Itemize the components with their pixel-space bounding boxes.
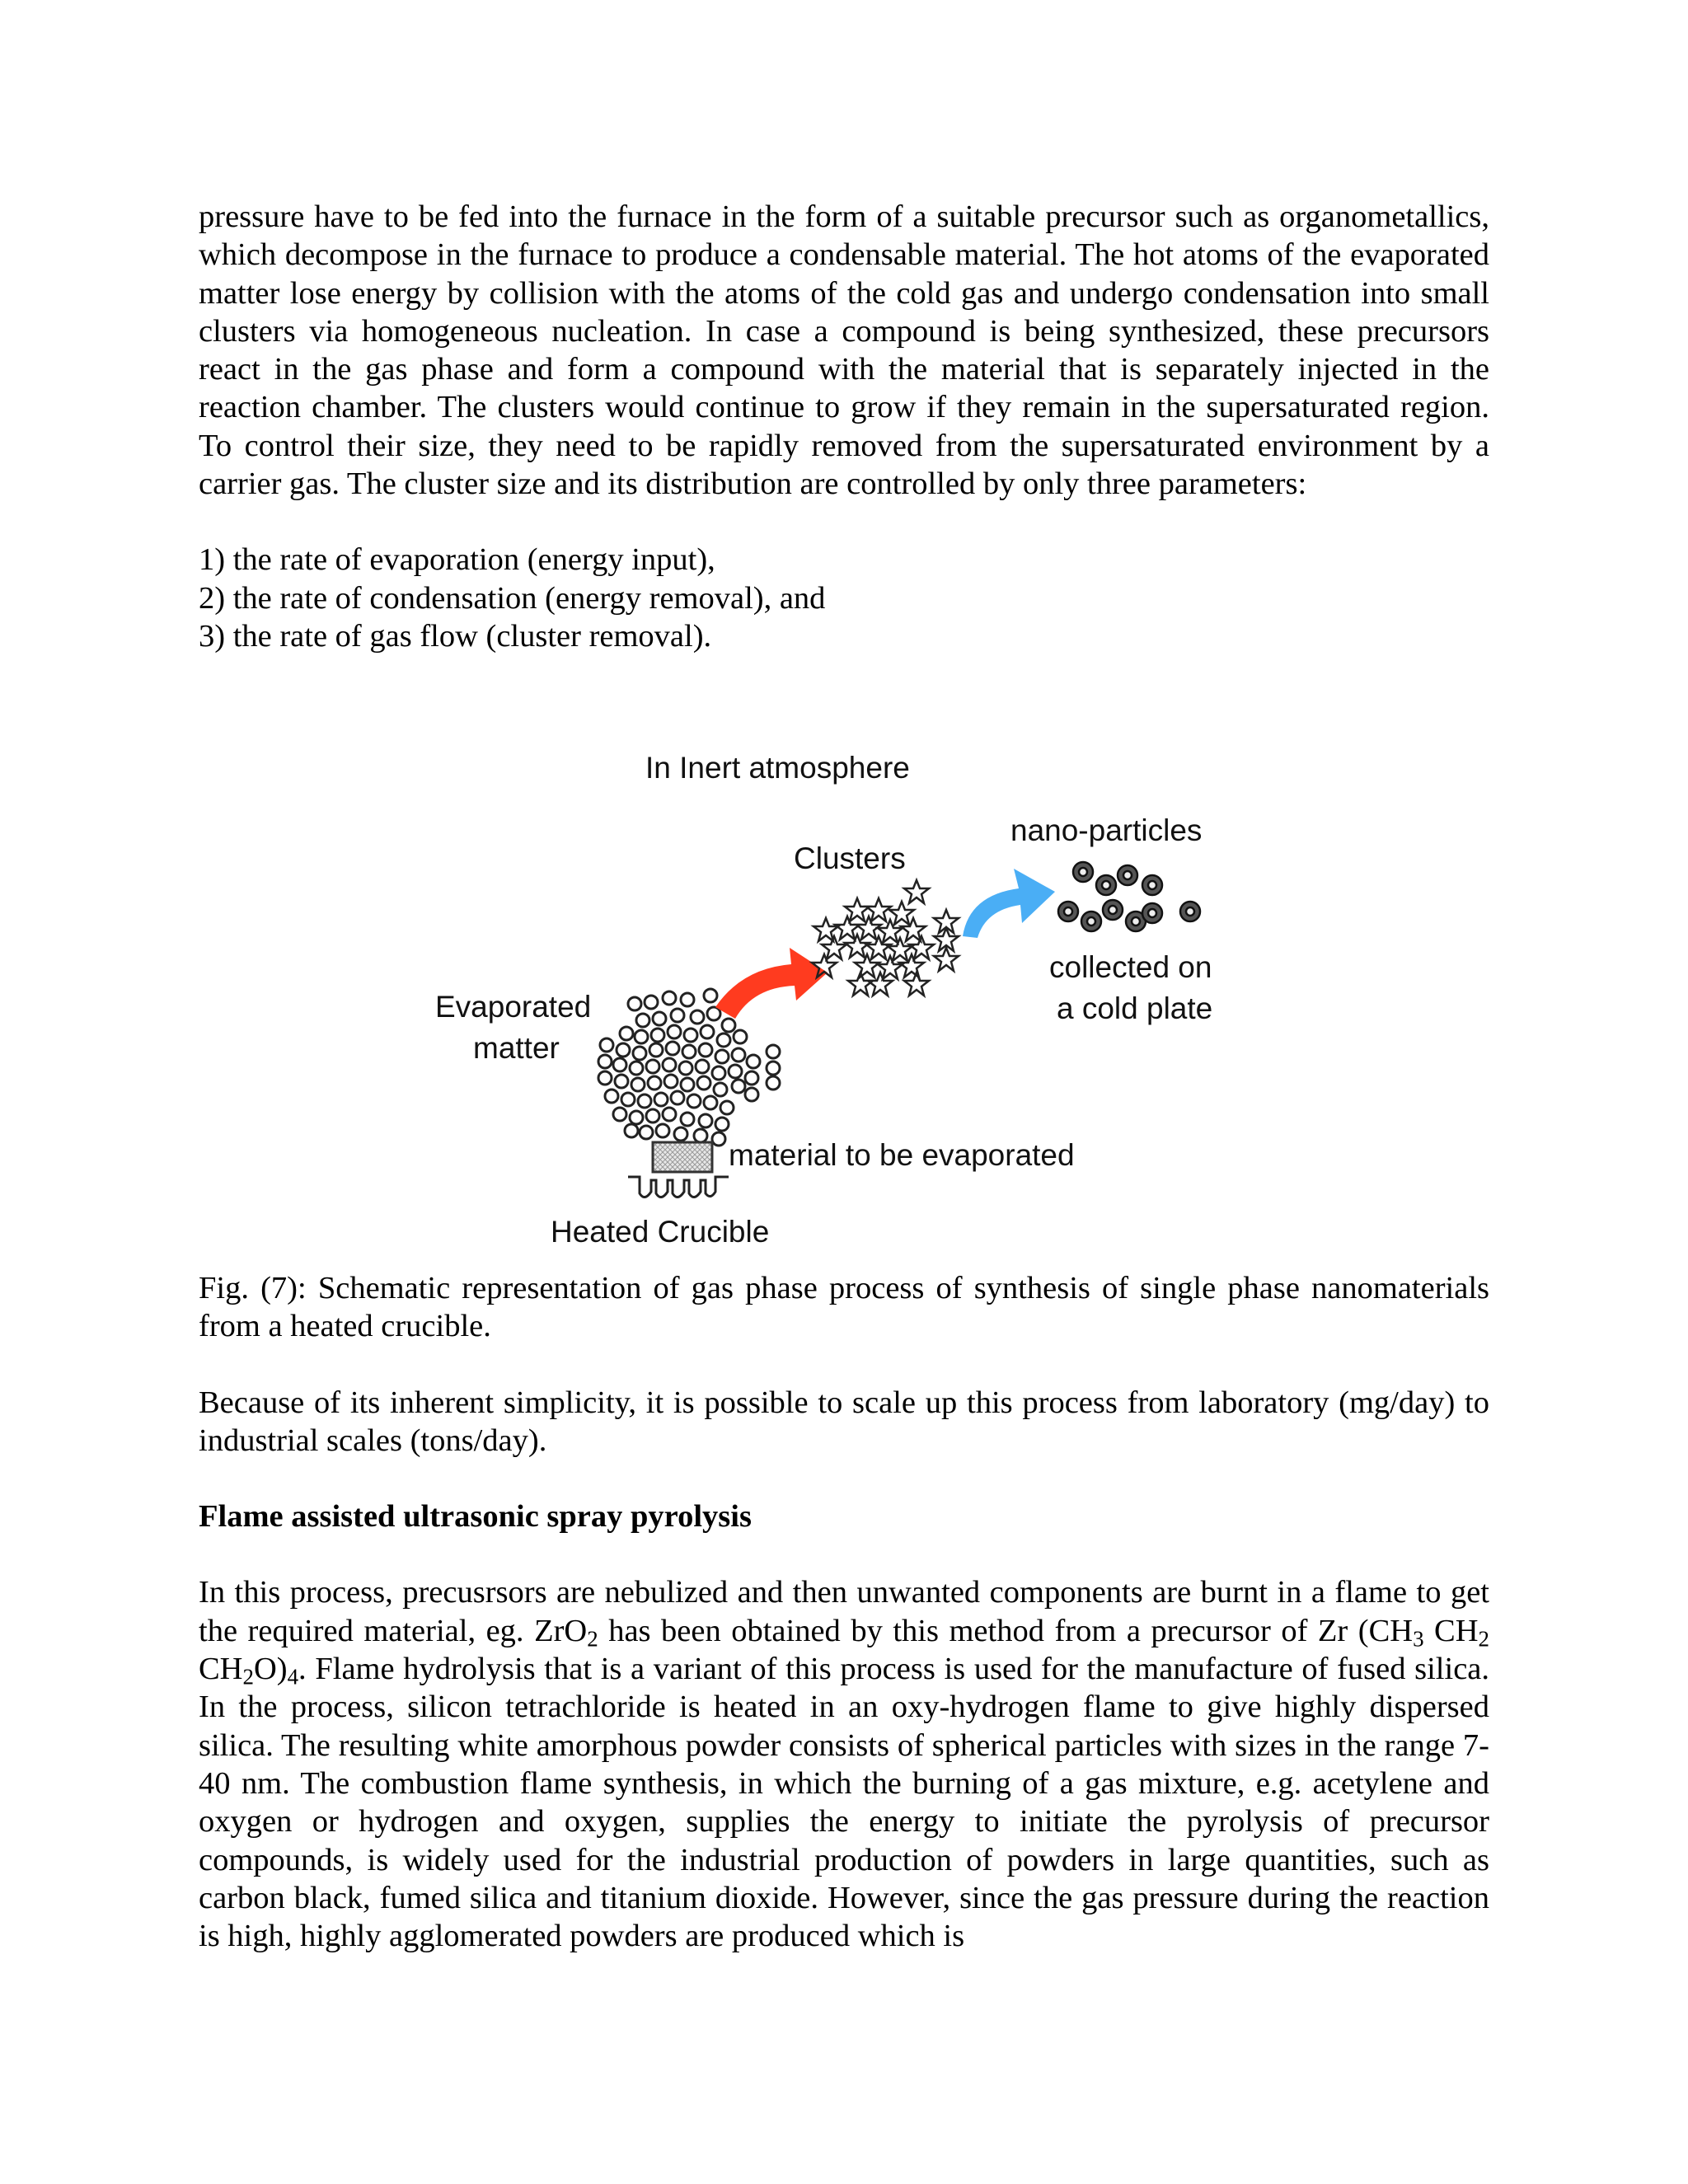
label-collected-line1: collected on [1049, 950, 1212, 984]
label-material: material to be evaporated [729, 1138, 1075, 1172]
label-clusters: Clusters [794, 841, 906, 875]
list-item: 1) the rate of evaporation (energy input), [199, 542, 715, 578]
paragraph-gas-phase: pressure have to be fed into the furnace in the form of a suitable precursor such as organometallics, which decompose in the furnace to produce a condensable material. The hot atoms of the evaporated matter lose energy by collision with the atoms of the cold gas and undergo condensation into small clusters via homogeneous nucleation. In case a compound is being synthesized, these precursors react in the gas phase and form a compound with the material that is separately injected in the reaction chamber. The clusters would continue to grow if they remain in the supersaturated region. To control their size, they need to be rapidly removed from the supersaturated environment by a carrier gas. The cluster size and its distribution are controlled by only three parameters: [199, 199, 1489, 502]
list-item: 2) the rate of condensation (energy removal), and [199, 580, 826, 616]
section-heading: Flame assisted ultrasonic spray pyrolysis [199, 1499, 752, 1535]
figure-title: In Inert atmosphere [645, 751, 910, 785]
red-arrow-icon [715, 948, 828, 1019]
label-nano-particles: nano-particles [1010, 813, 1203, 847]
label-evaporated-line2: matter [473, 1031, 560, 1065]
crucible-material [653, 1142, 712, 1172]
figure-caption: Fig. (7): Schematic representation of gas phase process of synthesis of single phase nanomaterials from a heated crucible. [199, 1271, 1489, 1344]
heating-coil-icon [628, 1177, 729, 1197]
evaporated-matter-particles [598, 989, 780, 1146]
blue-arrow-icon [963, 869, 1055, 938]
cluster-stars [812, 880, 959, 996]
label-heated-crucible: Heated Crucible [551, 1215, 770, 1249]
list-item: 3) the rate of gas flow (cluster removal). [199, 618, 712, 654]
label-collected-line2: a cold plate [1057, 991, 1213, 1025]
paragraph-flame-pyrolysis: In this process, precusrsors are nebulized and then unwanted components are burnt in a flame to get the required material, eg. ZrO$_2$ has been obtained by this method from a precursor of Zr ($CH_3$ $CH_2$ $CH_2O)_4$. Flame hydrolysis that is a variant of this process is used for the manufacture of fused silica. In the process, silicon tetrachloride is heated in an oxy-hydrogen flame to give highly dispersed silica. The resulting white amorphous powder consists of spherical particles with sizes in the range 7-40 nm. The combustion flame synthesis, in which the burning of a gas mixture, e.g. acetylene and oxygen or hydrogen and oxygen, supplies the energy to initiate the pyrolysis of precursor compounds, is widely used for the industrial production of powders in large quantities, such as carbon black, fumed silica and titanium dioxide. However, since the gas pressure during the reaction is high, highly agglomerated powders are produced which is [199, 1575, 1489, 1954]
body-text-block-bottom [199, 1269, 1489, 1955]
nano-particles [1058, 862, 1200, 931]
paragraph-scale-up: Because of its inherent simplicity, it is possible to scale up this process from laboratory (mg/day) to industrial scales (tons/day). [199, 1385, 1489, 1458]
label-evaporated-line1: Evaporated [435, 990, 592, 1024]
